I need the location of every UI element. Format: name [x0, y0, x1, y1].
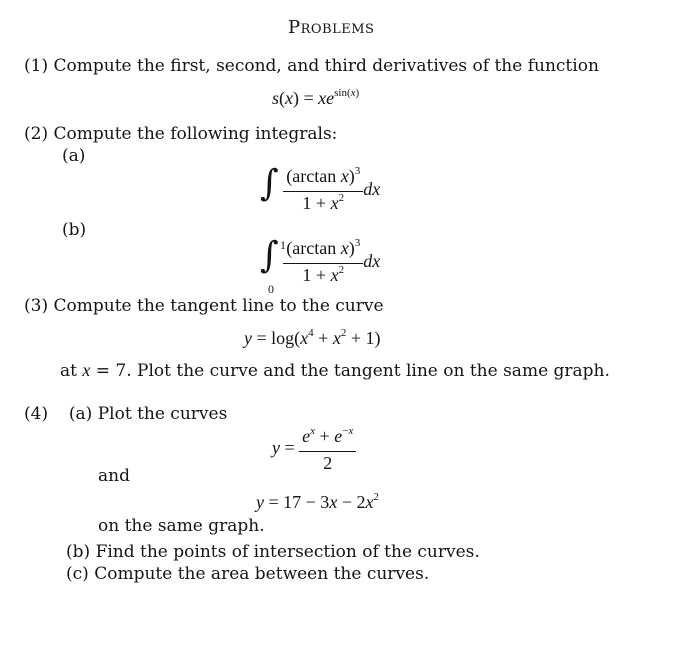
problem-4a-text: Plot the curves: [97, 404, 228, 424]
page-title: Problems: [288, 17, 375, 38]
problem-1-number: (1): [24, 56, 49, 76]
problem-4c-label: (c): [66, 564, 89, 584]
at-value-text: = 7. Plot the curve and the tangent line on the same graph.: [95, 361, 610, 381]
problem-4b-label: (b): [66, 542, 91, 562]
problem-3-instructions: at x = 7. Plot the curve and the tangent line on the same graph.: [60, 360, 610, 381]
problem-2b-label: (b): [62, 220, 87, 240]
integrand-fraction: $\frac{(\arctan x)^3}{1 + x^2}$: [283, 166, 363, 216]
same-graph-text: on the same graph.: [98, 516, 265, 536]
problem-4a-label: (a): [68, 404, 93, 424]
upper-limit: 1: [280, 238, 286, 252]
problem-3-text: Compute the tangent line to the curve: [53, 296, 384, 316]
problem-1: [24, 56, 599, 76]
at-label: at: [60, 361, 77, 381]
problem-4-number: (4): [24, 404, 49, 424]
problem-4: [24, 404, 227, 424]
formula-quadratic: $y = 17 - 3x - 2x^2$: [256, 491, 379, 512]
integral-sign: ∫: [260, 235, 279, 277]
problem-2a-label: (a): [62, 146, 86, 166]
problem-1-text: Compute the first, second, and third derivatives of the function: [53, 56, 599, 76]
problem-3-number: (3): [24, 296, 49, 316]
problem-4c: [66, 564, 429, 584]
problem-3: [24, 296, 384, 316]
problem-2-number: (2): [24, 124, 49, 144]
cosh-fraction: $\frac{e^x + e^{-x}}{2}$: [299, 426, 356, 473]
lower-limit: 0: [268, 282, 274, 296]
problem-4b-text: Find the points of intersection of the curves.: [95, 542, 480, 562]
formula-log-curve: $y = \log(x^4 + x^2 + 1)$: [244, 327, 381, 348]
integrand-fraction: $\frac{(\arctan x)^3}{1 + x^2}$: [283, 238, 363, 288]
problem-2: [24, 124, 337, 144]
integral-b: ∫ $\frac{(\arctan x)^3}{1 + x^2}$ dx: [260, 238, 380, 288]
problem-4c-text: Compute the area between the curves.: [94, 564, 430, 584]
integral-sign: ∫: [260, 163, 279, 205]
formula-cosh: y = $\frac{e^x + e^{-x}}{2}$: [272, 426, 356, 473]
problem-4b: [66, 542, 480, 562]
formula-s-of-x: $s(x) = xe^{sin(x)}$: [272, 87, 360, 108]
integral-a: ∫ $\frac{(\arctan x)^3}{1 + x^2}$ dx: [260, 166, 380, 216]
and-text: and: [98, 466, 130, 486]
problem-2-text: Compute the following integrals:: [53, 124, 338, 144]
